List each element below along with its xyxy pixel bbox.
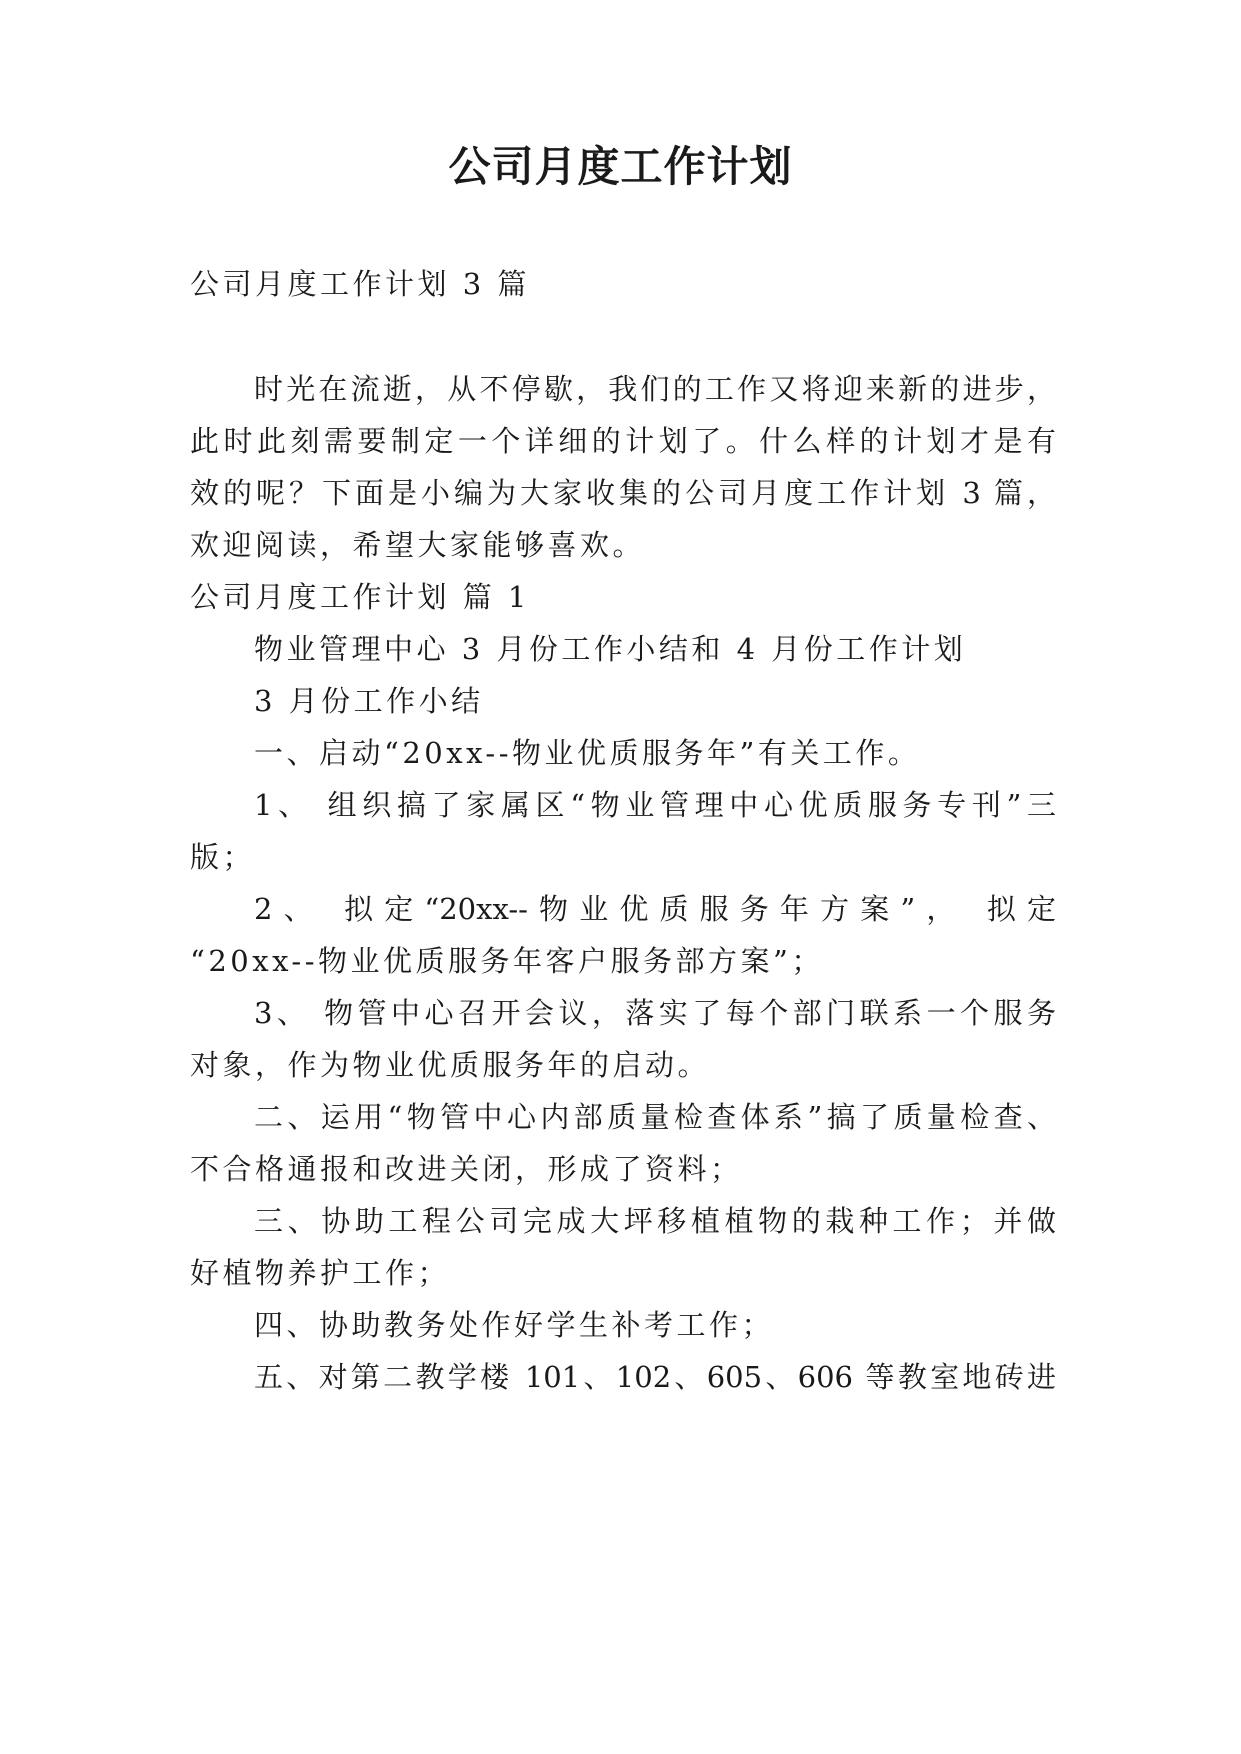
text-line: 效的呢？下面是小编为大家收集的公司月度工作计划 3 篇，	[190, 476, 1056, 510]
text-line: 时光在流逝，从不停歇，我们的工作又将迎来新的进步，	[254, 372, 1056, 406]
text-line: 2、 拟定“20xx--物业优质服务年方案”， 拟定	[254, 892, 1056, 926]
text-line: 3 月份工作小结	[254, 684, 484, 718]
text-line: 一、启动“20xx--物业优质服务年”有关工作。	[254, 736, 921, 770]
text-line: 版；	[190, 840, 256, 874]
text-line: 四、协助教务处作好学生补考工作；	[254, 1308, 775, 1342]
section-heading: 公司月度工作计划 篇 1	[190, 580, 530, 614]
text-line: 对象，作为物业优质服务年的启动。	[190, 1048, 711, 1082]
text-line: 1、 组织搞了家属区“物业管理中心优质服务专刊”三	[254, 788, 1056, 822]
text-line: 此时此刻需要制定一个详细的计划了。什么样的计划才是有	[190, 424, 1056, 458]
text-line: 三、协助工程公司完成大坪移植植物的栽种工作；并做	[254, 1204, 1056, 1238]
text-line: 公司月度工作计划 3 篇	[190, 267, 530, 301]
text-line: 3、 物管中心召开会议，落实了每个部门联系一个服务	[254, 996, 1056, 1030]
text-line: 好植物养护工作；	[190, 1256, 451, 1290]
text-line: 欢迎阅读，希望大家能够喜欢。	[190, 528, 646, 562]
text-line: 不合格通报和改进关闭，形成了资料；	[190, 1152, 743, 1186]
text-line: 物业管理中心 3 月份工作小结和 4 月份工作计划	[254, 632, 967, 666]
text-line: 五、对第二教学楼 101、102、605、606 等教室地砖进	[254, 1360, 1056, 1394]
text-line: “20xx--物业优质服务年客户服务部方案”；	[190, 944, 824, 978]
document-title: 公司月度工作计划	[448, 142, 793, 191]
text-line: 二、运用“物管中心内部质量检查体系”搞了质量检查、	[254, 1100, 1056, 1134]
